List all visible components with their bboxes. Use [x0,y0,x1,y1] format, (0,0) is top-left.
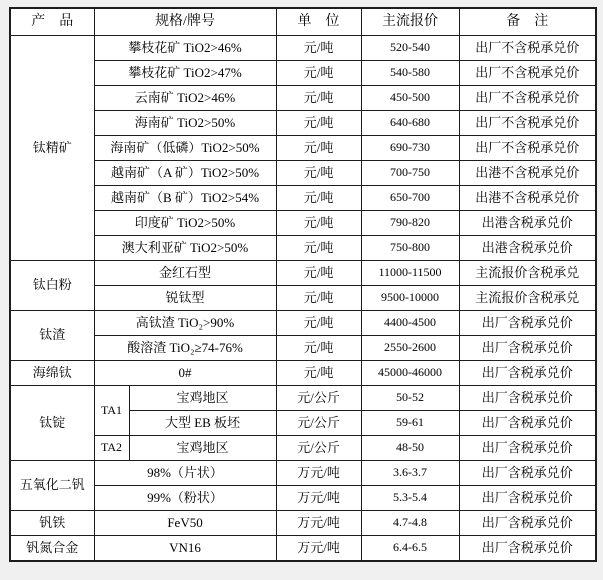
note-cell: 出厂含税承兑价 [459,436,596,461]
unit-cell: 元/公斤 [276,386,361,411]
unit-cell: 元/吨 [276,111,361,136]
spec-cell: 攀枝花矿 TiO2>46% [94,36,276,61]
header-price: 主流报价 [361,8,459,36]
note-cell: 出厂含税承兑价 [459,511,596,536]
unit-cell: 元/吨 [276,286,361,311]
spec-cell: 印度矿 TiO2>50% [94,211,276,236]
note-cell: 出厂含税承兑价 [459,311,596,336]
price-cell: 2550-2600 [361,336,459,361]
unit-cell: 元/吨 [276,361,361,386]
spec-cell: 酸溶渣 TiO₂≥74-76% [94,336,276,361]
note-cell: 出厂含税承兑价 [459,461,596,486]
spec-cell: 宝鸡地区 [129,436,276,461]
table-row [10,261,596,286]
unit-cell: 元/公斤 [276,436,361,461]
note-cell: 出厂不含税承兑价 [459,61,596,86]
table-row [10,36,596,61]
spec-cell: 锐钛型 [94,286,276,311]
table-row [10,236,596,261]
note-cell: 出厂不含税承兑价 [459,111,596,136]
header-note: 备 注 [459,8,596,36]
unit-cell: 元/吨 [276,311,361,336]
spec-cell: 98%（片状） [94,461,276,486]
header-product: 产 品 [10,8,94,36]
note-cell: 出厂不含税承兑价 [459,86,596,111]
unit-cell: 元/吨 [276,236,361,261]
unit-cell: 元/吨 [276,261,361,286]
header-spec: 规格/牌号 [94,8,276,36]
product-cell: 钛白粉 [10,261,94,311]
spec-cell: 海南矿（低磷）TiO2>50% [94,136,276,161]
unit-cell: 元/吨 [276,136,361,161]
price-cell: 750-800 [361,236,459,261]
product-cell: 海绵钛 [10,361,94,386]
price-cell: 700-750 [361,161,459,186]
spec-cell: 宝鸡地区 [129,386,276,411]
unit-cell: 万元/吨 [276,511,361,536]
price-cell: 45000-46000 [361,361,459,386]
table-row [10,286,596,311]
unit-cell: 万元/吨 [276,486,361,511]
product-cell: 钛精矿 [10,36,94,261]
table-row [10,336,596,361]
spec-cell: 大型 EB 板坯 [129,411,276,436]
unit-cell: 元/吨 [276,86,361,111]
note-cell: 出厂含税承兑价 [459,411,596,436]
price-cell: 690-730 [361,136,459,161]
table-row [10,186,596,211]
price-table [9,7,597,562]
spec-cell: 攀枝花矿 TiO2>47% [94,61,276,86]
unit-cell: 万元/吨 [276,536,361,562]
price-cell: 4400-4500 [361,311,459,336]
header-row [10,8,596,36]
spec-cell: 澳大利亚矿 TiO2>50% [94,236,276,261]
price-cell: 9500-10000 [361,286,459,311]
price-cell: 4.7-4.8 [361,511,459,536]
table-row [10,461,596,486]
unit-cell: 元/吨 [276,61,361,86]
product-cell: 钒铁 [10,511,94,536]
note-cell: 出厂含税承兑价 [459,336,596,361]
unit-cell: 元/吨 [276,336,361,361]
spec-cell: 越南矿（B 矿）TiO2>54% [94,186,276,211]
grade-cell: TA2 [94,436,129,461]
product-cell: 钛渣 [10,311,94,361]
price-cell: 59-61 [361,411,459,436]
price-cell: 450-500 [361,86,459,111]
price-cell: 540-580 [361,61,459,86]
spec-cell: 金红石型 [94,261,276,286]
note-cell: 出港不含税承兑价 [459,186,596,211]
note-cell: 出港含税承兑价 [459,211,596,236]
table-row [10,436,596,461]
table-row [10,386,596,411]
note-cell: 出港含税承兑价 [459,236,596,261]
price-cell: 48-50 [361,436,459,461]
table-row [10,136,596,161]
unit-cell: 元/公斤 [276,411,361,436]
table-row [10,86,596,111]
price-cell: 50-52 [361,386,459,411]
note-cell: 主流报价含税承兑 [459,286,596,311]
note-cell: 主流报价含税承兑 [459,261,596,286]
unit-cell: 元/吨 [276,186,361,211]
unit-cell: 元/吨 [276,211,361,236]
spec-cell: 越南矿（A 矿）TiO2>50% [94,161,276,186]
table-row [10,161,596,186]
price-cell: 650-700 [361,186,459,211]
table-row [10,361,596,386]
spec-cell: 海南矿 TiO2>50% [94,111,276,136]
note-cell: 出厂含税承兑价 [459,361,596,386]
unit-cell: 万元/吨 [276,461,361,486]
price-cell: 11000-11500 [361,261,459,286]
table-row [10,211,596,236]
table-row [10,486,596,511]
table-row [10,311,596,336]
spec-cell: 0# [94,361,276,386]
spec-cell: 高钛渣 TiO₂>90% [94,311,276,336]
product-cell: 钛锭 [10,386,94,461]
note-cell: 出厂含税承兑价 [459,486,596,511]
spec-cell: 99%（粉状） [94,486,276,511]
unit-cell: 元/吨 [276,36,361,61]
price-cell: 5.3-5.4 [361,486,459,511]
header-unit: 单 位 [276,8,361,36]
spec-cell: VN16 [94,536,276,562]
spec-cell: 云南矿 TiO2>46% [94,86,276,111]
note-cell: 出港不含税承兑价 [459,161,596,186]
price-cell: 790-820 [361,211,459,236]
spec-cell: FeV50 [94,511,276,536]
unit-cell: 元/吨 [276,161,361,186]
grade-cell: TA1 [94,386,129,436]
price-cell: 6.4-6.5 [361,536,459,562]
price-cell: 640-680 [361,111,459,136]
note-cell: 出厂含税承兑价 [459,386,596,411]
table-row [10,536,596,562]
note-cell: 出厂不含税承兑价 [459,36,596,61]
product-cell: 五氧化二钒 [10,461,94,511]
note-cell: 出厂含税承兑价 [459,536,596,562]
note-cell: 出厂不含税承兑价 [459,136,596,161]
table-row [10,61,596,86]
price-cell: 520-540 [361,36,459,61]
table-row [10,111,596,136]
table-row [10,511,596,536]
product-cell: 钒氮合金 [10,536,94,562]
price-cell: 3.6-3.7 [361,461,459,486]
